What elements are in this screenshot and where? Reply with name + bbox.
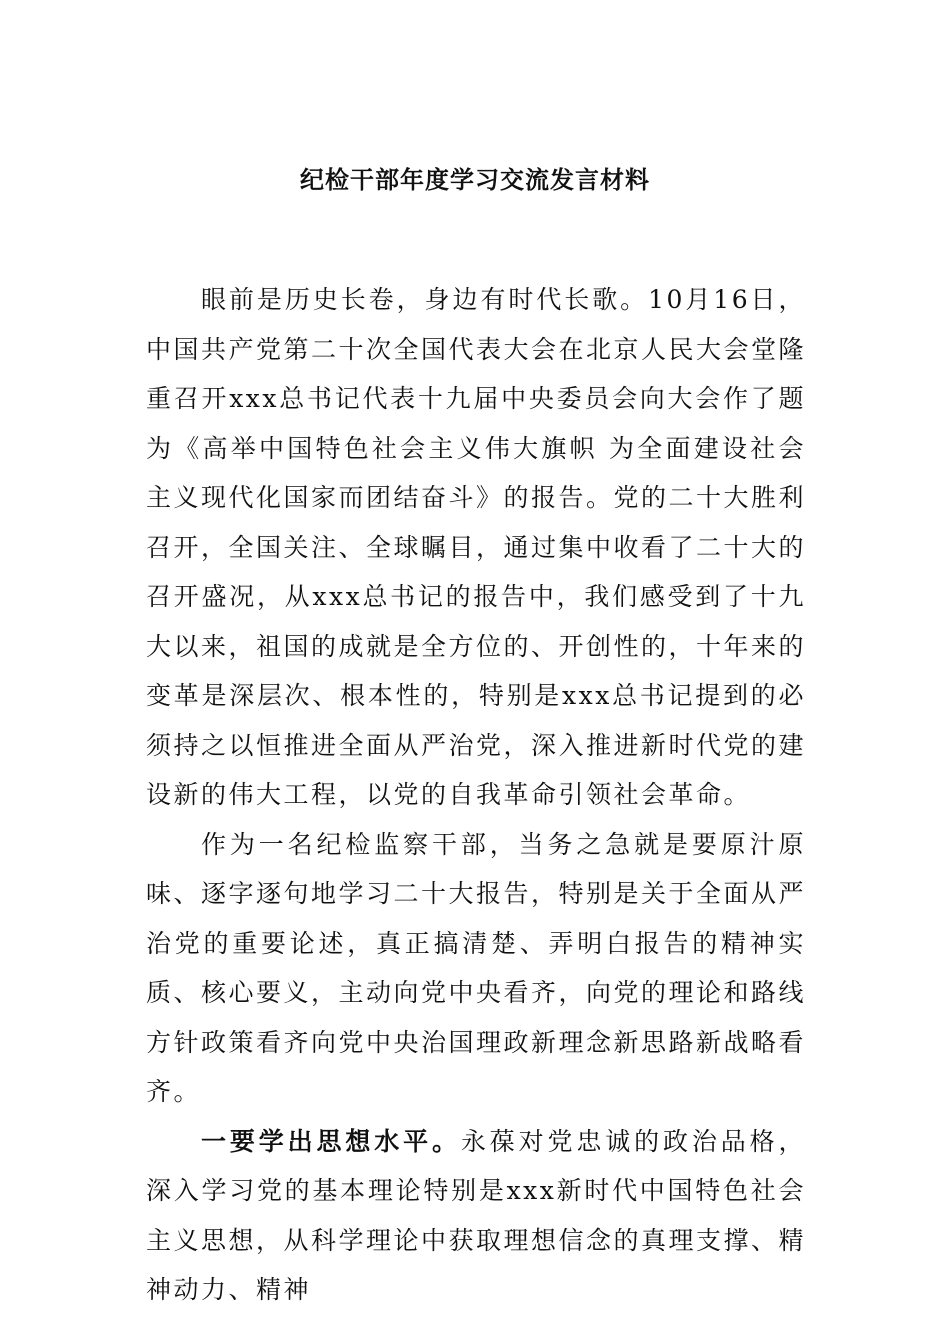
- paragraph-1-text: 眼前是历史长卷，身边有时代长歌。10月16日，中国共产党第二十次全国代表大会在北京人民大会堂隆重召开xxx总书记代表十九届中央委员会向大会作了题为《高举中国特色社会主义伟大旗帜 为全面建设社会主义现代化国家而团结奋斗》的报告。党的二十大胜利召开，全国关注、全球瞩目，通过集中收看了二十大的召开盛况，从xxx总书记的报告中，我们感受到了十九大以来，祖国的成就是全方位的、开创性的，十年来的变革是深层次、根本性的，特别是xxx总书记提到的必须持之以恒推进全面从严治党，深入推进新时代党的建设新的伟大工程，以党的自我革命引领社会革命。: [146, 285, 807, 809]
- paragraph-3-lead: 一要学出思想水平。: [201, 1126, 461, 1156]
- document-title: 纪检干部年度学习交流发言材料: [300, 166, 650, 194]
- paragraph-2: [146, 820, 806, 1117]
- paragraph-1: [146, 275, 806, 820]
- paragraph-3: [146, 1117, 806, 1315]
- paragraph-3-text: 永葆对党忠诚的政治品格，深入学习党的基本理论特别是xxx新时代中国特色社会主义思想，从科学理论中获取理想信念的真理支撑、精神动力、精神: [146, 1126, 807, 1304]
- paragraph-2-text: 作为一名纪检监察干部，当务之急就是要原汁原味、逐字逐句地学习二十大报告，特别是关于全面从严治党的重要论述，真正搞清楚、弄明白报告的精神实质、核心要义，主动向党中央看齐，向党的理论和路线方针政策看齐向党中央治国理政新理念新思路新战略看齐。: [146, 829, 807, 1106]
- document-body: [146, 275, 806, 1315]
